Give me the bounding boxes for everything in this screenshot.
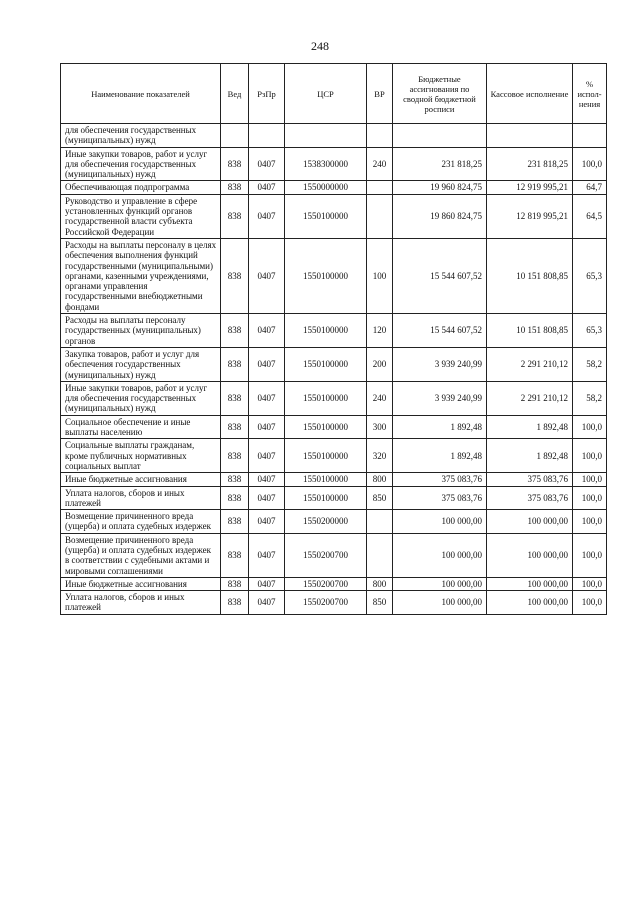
cell-name: Возмещение причиненного вреда (ущерба) и оплата судебных издержек в соответствии с судебными актами и мировыми соглашениями bbox=[61, 533, 221, 577]
cell-budget: 1 892,48 bbox=[393, 439, 487, 473]
cell-name: Иные бюджетные ассигнования bbox=[61, 473, 221, 486]
cell-name: Возмещение причиненного вреда (ущерба) и оплата судебных издержек bbox=[61, 510, 221, 534]
cell-vr: 800 bbox=[367, 577, 393, 590]
cell-name: Иные бюджетные ассигнования bbox=[61, 577, 221, 590]
cell-ved: 838 bbox=[221, 533, 249, 577]
cell-percent: 58,2 bbox=[573, 381, 607, 415]
header-row bbox=[61, 64, 607, 124]
cell-vr: 120 bbox=[367, 314, 393, 348]
cell-csr: 1550100000 bbox=[285, 347, 367, 381]
table-row bbox=[61, 591, 607, 615]
cell-percent: 100,0 bbox=[573, 591, 607, 615]
table-row bbox=[61, 381, 607, 415]
cell-vr: 800 bbox=[367, 473, 393, 486]
cell-vr: 300 bbox=[367, 415, 393, 439]
cell-name: для обеспечения государственных (муниципальных) нужд bbox=[61, 124, 221, 148]
header-vr: ВР bbox=[367, 64, 393, 124]
cell-budget: 100 000,00 bbox=[393, 510, 487, 534]
cell-vr: 850 bbox=[367, 486, 393, 510]
cell-vr: 240 bbox=[367, 381, 393, 415]
table-row bbox=[61, 577, 607, 590]
cell-vr bbox=[367, 194, 393, 238]
cell-rzpr bbox=[249, 124, 285, 148]
table-row bbox=[61, 314, 607, 348]
table-row bbox=[61, 124, 607, 148]
table-body bbox=[61, 124, 607, 615]
cell-budget: 231 818,25 bbox=[393, 147, 487, 181]
cell-budget: 19 960 824,75 bbox=[393, 181, 487, 194]
table-row bbox=[61, 533, 607, 577]
cell-budget: 15 544 607,52 bbox=[393, 314, 487, 348]
table-row bbox=[61, 486, 607, 510]
cell-ved: 838 bbox=[221, 381, 249, 415]
cell-rzpr: 0407 bbox=[249, 238, 285, 313]
cell-vr bbox=[367, 533, 393, 577]
cell-csr: 1550100000 bbox=[285, 415, 367, 439]
cell-percent: 100,0 bbox=[573, 147, 607, 181]
cell-rzpr: 0407 bbox=[249, 314, 285, 348]
cell-rzpr: 0407 bbox=[249, 181, 285, 194]
table-row bbox=[61, 194, 607, 238]
cell-budget: 100 000,00 bbox=[393, 591, 487, 615]
cell-rzpr: 0407 bbox=[249, 591, 285, 615]
cell-rzpr: 0407 bbox=[249, 415, 285, 439]
cell-cash: 10 151 808,85 bbox=[487, 314, 573, 348]
cell-rzpr: 0407 bbox=[249, 473, 285, 486]
cell-csr: 1550200000 bbox=[285, 510, 367, 534]
cell-cash: 1 892,48 bbox=[487, 439, 573, 473]
header-percent: % испол-нения bbox=[573, 64, 607, 124]
cell-vr: 240 bbox=[367, 147, 393, 181]
cell-budget: 19 860 824,75 bbox=[393, 194, 487, 238]
cell-ved: 838 bbox=[221, 147, 249, 181]
cell-percent: 64,5 bbox=[573, 194, 607, 238]
cell-rzpr: 0407 bbox=[249, 510, 285, 534]
cell-ved: 838 bbox=[221, 591, 249, 615]
cell-rzpr: 0407 bbox=[249, 439, 285, 473]
cell-name: Уплата налогов, сборов и иных платежей bbox=[61, 591, 221, 615]
cell-budget bbox=[393, 124, 487, 148]
cell-budget: 100 000,00 bbox=[393, 533, 487, 577]
cell-csr: 1550100000 bbox=[285, 194, 367, 238]
cell-csr: 1550200700 bbox=[285, 577, 367, 590]
cell-percent: 65,3 bbox=[573, 238, 607, 313]
cell-cash: 100 000,00 bbox=[487, 510, 573, 534]
cell-budget: 375 083,76 bbox=[393, 486, 487, 510]
cell-vr bbox=[367, 181, 393, 194]
cell-cash: 375 083,76 bbox=[487, 486, 573, 510]
cell-vr: 200 bbox=[367, 347, 393, 381]
cell-budget: 100 000,00 bbox=[393, 577, 487, 590]
cell-percent: 100,0 bbox=[573, 533, 607, 577]
cell-cash bbox=[487, 124, 573, 148]
cell-budget: 3 939 240,99 bbox=[393, 381, 487, 415]
cell-rzpr: 0407 bbox=[249, 533, 285, 577]
cell-percent: 100,0 bbox=[573, 486, 607, 510]
cell-ved: 838 bbox=[221, 238, 249, 313]
cell-cash: 100 000,00 bbox=[487, 591, 573, 615]
table-row bbox=[61, 238, 607, 313]
cell-csr bbox=[285, 124, 367, 148]
cell-budget: 1 892,48 bbox=[393, 415, 487, 439]
cell-percent: 64,7 bbox=[573, 181, 607, 194]
cell-ved: 838 bbox=[221, 439, 249, 473]
cell-percent: 100,0 bbox=[573, 510, 607, 534]
cell-cash: 100 000,00 bbox=[487, 533, 573, 577]
cell-rzpr: 0407 bbox=[249, 347, 285, 381]
cell-cash: 12 819 995,21 bbox=[487, 194, 573, 238]
cell-percent: 65,3 bbox=[573, 314, 607, 348]
cell-cash: 231 818,25 bbox=[487, 147, 573, 181]
cell-percent: 100,0 bbox=[573, 577, 607, 590]
cell-ved: 838 bbox=[221, 510, 249, 534]
cell-ved: 838 bbox=[221, 473, 249, 486]
cell-vr bbox=[367, 510, 393, 534]
table-row bbox=[61, 347, 607, 381]
cell-cash: 375 083,76 bbox=[487, 473, 573, 486]
cell-csr: 1550200700 bbox=[285, 591, 367, 615]
cell-percent: 100,0 bbox=[573, 473, 607, 486]
cell-csr: 1550100000 bbox=[285, 439, 367, 473]
cell-name: Расходы на выплаты персоналу государственных (муниципальных) органов bbox=[61, 314, 221, 348]
budget-execution-table bbox=[60, 63, 607, 615]
cell-ved: 838 bbox=[221, 314, 249, 348]
cell-budget: 15 544 607,52 bbox=[393, 238, 487, 313]
cell-rzpr: 0407 bbox=[249, 486, 285, 510]
cell-name: Обеспечивающая подпрограмма bbox=[61, 181, 221, 194]
cell-name: Социальные выплаты гражданам, кроме публичных нормативных социальных выплат bbox=[61, 439, 221, 473]
cell-vr: 100 bbox=[367, 238, 393, 313]
header-csr: ЦСР bbox=[285, 64, 367, 124]
cell-name: Расходы на выплаты персоналу в целях обеспечения выполнения функций государственными (муниципальными) органами, казенными учреждениями, органами управления государственными внебюджетными фондами bbox=[61, 238, 221, 313]
cell-percent: 100,0 bbox=[573, 439, 607, 473]
cell-csr: 1550000000 bbox=[285, 181, 367, 194]
cell-ved: 838 bbox=[221, 181, 249, 194]
cell-csr: 1550100000 bbox=[285, 381, 367, 415]
table-row bbox=[61, 473, 607, 486]
cell-ved: 838 bbox=[221, 486, 249, 510]
header-budget: Бюджетные ассигнования по сводной бюджетной росписи bbox=[393, 64, 487, 124]
cell-csr: 1550100000 bbox=[285, 473, 367, 486]
cell-csr: 1550100000 bbox=[285, 486, 367, 510]
cell-name: Иные закупки товаров, работ и услуг для обеспечения государственных (муниципальных) нужд bbox=[61, 381, 221, 415]
cell-cash: 10 151 808,85 bbox=[487, 238, 573, 313]
cell-cash: 1 892,48 bbox=[487, 415, 573, 439]
cell-vr: 850 bbox=[367, 591, 393, 615]
table-row bbox=[61, 181, 607, 194]
cell-rzpr: 0407 bbox=[249, 147, 285, 181]
table-row bbox=[61, 439, 607, 473]
cell-cash: 2 291 210,12 bbox=[487, 381, 573, 415]
cell-ved: 838 bbox=[221, 194, 249, 238]
cell-budget: 375 083,76 bbox=[393, 473, 487, 486]
cell-cash: 2 291 210,12 bbox=[487, 347, 573, 381]
cell-percent: 100,0 bbox=[573, 415, 607, 439]
cell-budget: 3 939 240,99 bbox=[393, 347, 487, 381]
cell-ved: 838 bbox=[221, 347, 249, 381]
cell-name: Уплата налогов, сборов и иных платежей bbox=[61, 486, 221, 510]
header-rzpr: РзПр bbox=[249, 64, 285, 124]
header-name: Наименование показателей bbox=[61, 64, 221, 124]
table-row bbox=[61, 510, 607, 534]
cell-vr bbox=[367, 124, 393, 148]
cell-rzpr: 0407 bbox=[249, 194, 285, 238]
cell-name: Социальное обеспечение и иные выплаты населению bbox=[61, 415, 221, 439]
header-cash: Кассовое исполнение bbox=[487, 64, 573, 124]
cell-name: Закупка товаров, работ и услуг для обеспечения государственных (муниципальных) нужд bbox=[61, 347, 221, 381]
cell-csr: 1538300000 bbox=[285, 147, 367, 181]
cell-rzpr: 0407 bbox=[249, 577, 285, 590]
cell-csr: 1550100000 bbox=[285, 314, 367, 348]
cell-csr: 1550200700 bbox=[285, 533, 367, 577]
table-row bbox=[61, 415, 607, 439]
cell-cash: 12 919 995,21 bbox=[487, 181, 573, 194]
cell-percent: 58,2 bbox=[573, 347, 607, 381]
cell-ved bbox=[221, 124, 249, 148]
cell-percent bbox=[573, 124, 607, 148]
page-number: 248 bbox=[311, 39, 329, 53]
header-ved: Вед bbox=[221, 64, 249, 124]
cell-ved: 838 bbox=[221, 577, 249, 590]
cell-rzpr: 0407 bbox=[249, 381, 285, 415]
cell-csr: 1550100000 bbox=[285, 238, 367, 313]
cell-name: Иные закупки товаров, работ и услуг для обеспечения государственных (муниципальных) нужд bbox=[61, 147, 221, 181]
cell-cash: 100 000,00 bbox=[487, 577, 573, 590]
cell-ved: 838 bbox=[221, 415, 249, 439]
cell-vr: 320 bbox=[367, 439, 393, 473]
table-row bbox=[61, 147, 607, 181]
cell-name: Руководство и управление в сфере установленных функций органов государственной власти субъекта Российской Федерации bbox=[61, 194, 221, 238]
